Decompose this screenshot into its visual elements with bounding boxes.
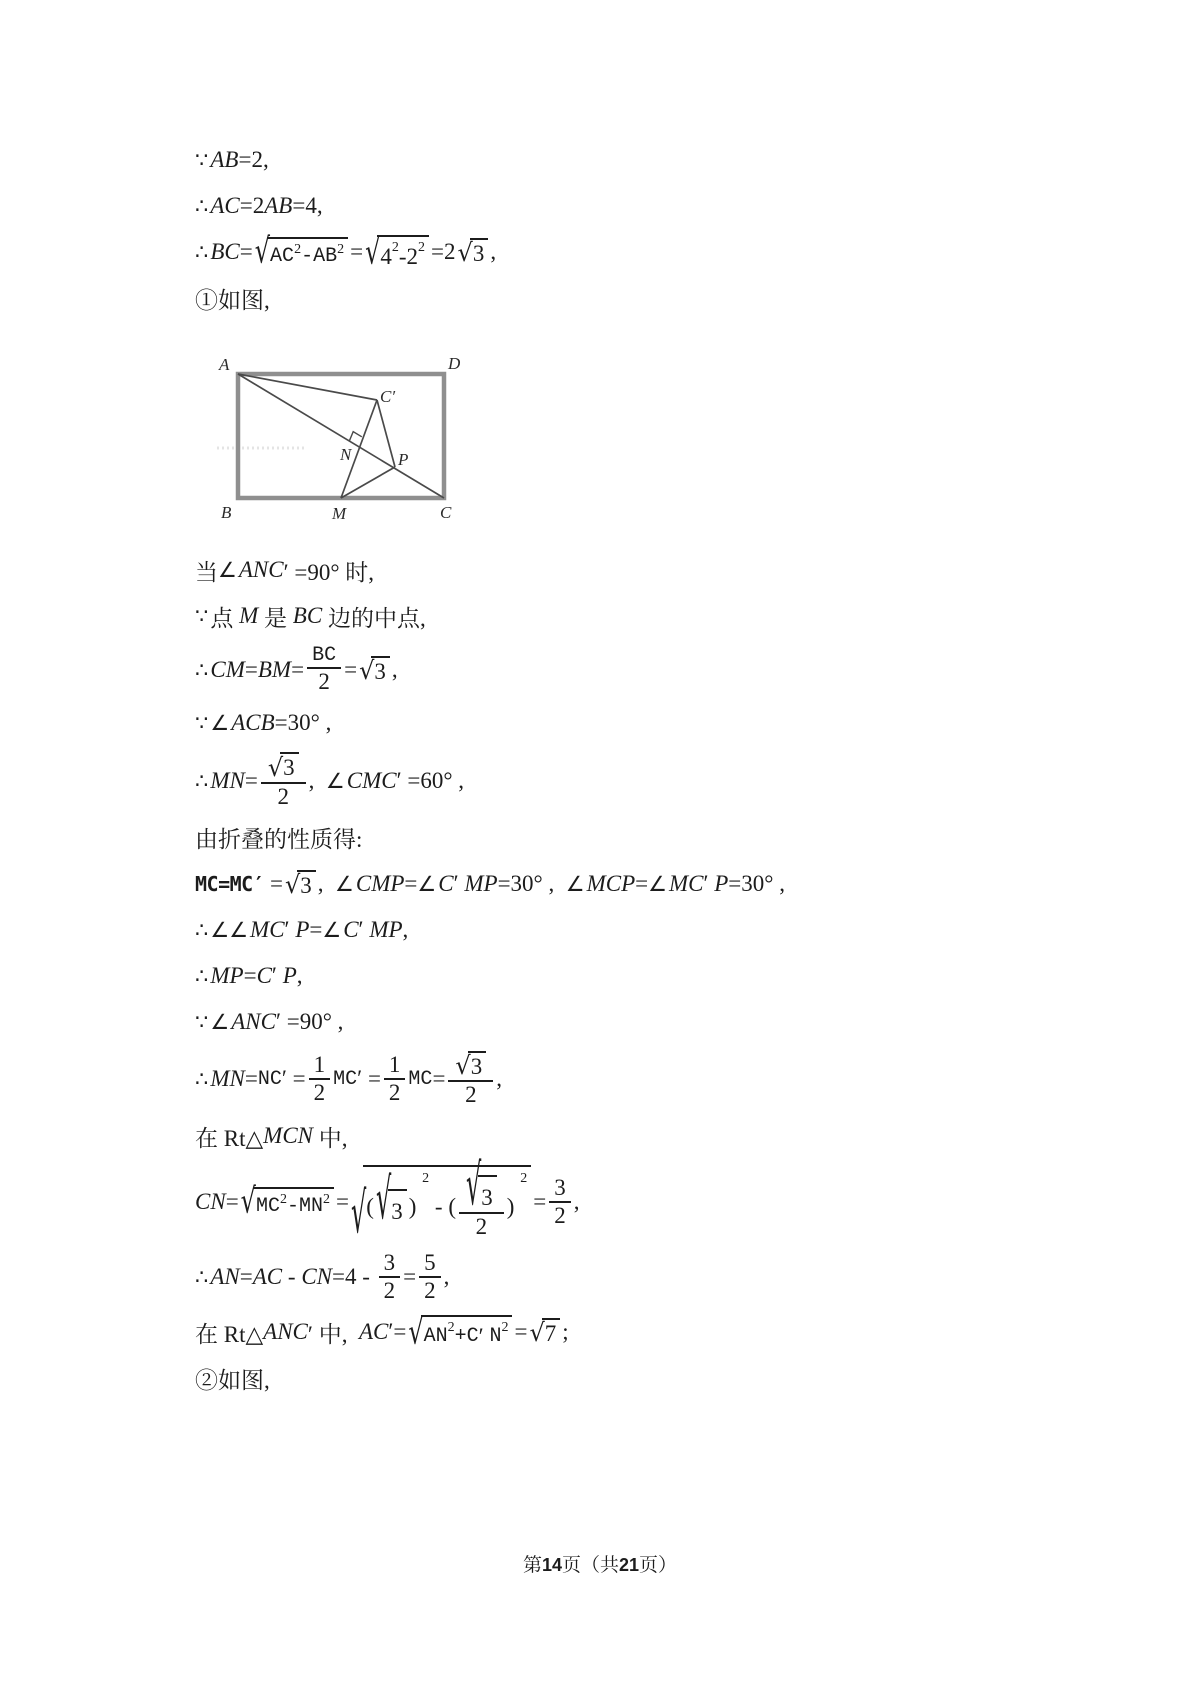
math-token: AC [252,1263,283,1289]
sqrt-expression [455,1051,486,1079]
radical-sign: √ [267,752,284,782]
fraction-denominator [278,784,290,809]
footer-total-pages: 21 [619,1555,640,1575]
math-token: -AB [301,244,338,268]
math-token: = [239,1263,253,1289]
math-token: ANC [231,1008,276,1034]
math-token: =30° , [497,870,566,896]
math-token: ∵ [195,1009,209,1034]
math-token: , [573,1189,580,1215]
math-token: 2 [313,1080,326,1106]
line-cn-computation [195,1151,1095,1246]
math-token: 1 [388,1051,401,1077]
math-token: 2 [424,1277,436,1303]
math-token: ′ 中, [307,1321,359,1347]
line-mn-and-angle-cmc [195,752,1095,808]
radical-sign: √ [529,1318,545,1348]
math-token: ∴ [195,1264,209,1289]
radical-sign: √ [240,1179,256,1221]
radical-sign: √ [466,1151,482,1218]
line-cm-bm-half-bc [195,645,1095,694]
math-token: ) [408,1194,423,1220]
math-token: ′ [703,870,715,896]
math-token: ′ = [357,1066,381,1092]
math-token: = [225,1189,239,1215]
math-token: 2 [501,1320,509,1336]
label-point-n: N [340,445,352,465]
math-token: =2, [238,147,269,172]
math-token: P [295,916,310,942]
math-token: MC [668,870,704,896]
math-token: ′ [358,916,370,942]
math-token: , [391,656,398,682]
math-token: MP [464,870,498,896]
math-token: ; [562,1319,569,1345]
math-token: AN [423,1324,448,1348]
math-token: = [514,1319,528,1345]
math-token: ①如图, [195,287,270,313]
line-by-folding-property [195,821,1095,855]
math-token: , [402,916,409,942]
sqrt-expression [240,1179,334,1221]
math-token: 3 [554,1174,566,1200]
math-token: MN [210,767,245,793]
radical-sign: √ [375,1165,392,1232]
fraction-numerator [379,1251,401,1278]
fraction-numerator [261,752,306,783]
math-token: ′ =60° , [396,767,465,793]
math-token: 2 [554,1203,566,1229]
math-token: , [296,962,303,988]
math-token: ∠∠ [210,917,249,942]
radical-sign: √ [455,1051,471,1081]
line-case2-as-figure [195,1361,1095,1395]
line-case1-as-figure [195,281,1095,315]
math-token: ′ [453,870,465,896]
line-in-rt-anc-ac-result [195,1311,1095,1353]
sqrt-expression [408,1311,512,1353]
radical-sign: √ [350,1180,367,1246]
label-vertex-b: B [221,503,232,523]
math-token: ∠ [335,871,354,896]
geometry-figure-block [195,327,1095,537]
radical-sign: √ [457,238,473,268]
fraction-numerator [459,1151,504,1218]
math-token: 边的中点, [322,605,426,631]
math-token: CN [301,1263,332,1289]
math-token: ′ [271,962,283,988]
math-token: =30° , [728,870,785,896]
math-token: 3 [283,755,295,781]
math-token: 在 Rt△ [195,1321,264,1347]
math-token: 2 [418,240,426,255]
math-token: - ( [429,1194,456,1220]
geometry-figure [195,327,500,537]
math-token: = [403,1263,417,1289]
sqrt-expression [466,1151,497,1218]
fraction-denominator [314,1080,326,1105]
math-token: 3 [300,872,312,898]
math-token: MC [333,1067,358,1091]
label-point-c-prime: C′ [380,387,396,407]
math-token: 5 [424,1249,436,1275]
math-token: 2 [391,240,399,255]
math-token: = [291,656,305,682]
math-token: MP [369,916,403,942]
math-token: 3 [383,1249,396,1275]
math-token: MCN [263,1123,314,1149]
math-token: 2 [294,241,302,257]
math-token: = [309,916,323,942]
fraction [261,752,306,808]
math-token: ACB [231,710,275,736]
line-mn-nc-half-mc [195,1051,1095,1107]
fraction-numerator [309,1053,331,1080]
math-token: =2 [431,239,456,265]
line-when-angle-anc-90 [195,553,1095,587]
math-token: 2 [465,1082,477,1108]
math-token: =30° , [274,710,332,736]
radical-sign: √ [359,656,375,686]
line-mp-equals-cp [195,959,1095,993]
math-token: MC [250,916,285,942]
math-token: +C [454,1324,479,1348]
math-token: N [489,1324,502,1348]
math-token: 2 [388,1080,401,1106]
math-token: 2 [447,1320,455,1336]
math-token: ′ =90° , [275,1008,344,1034]
fraction [384,1053,406,1105]
math-token: 2 [475,1213,488,1239]
math-token: CMC [346,767,397,793]
page-footer [0,1550,1200,1577]
math-token: 2 [383,1277,396,1303]
math-token: MC=MC′ [195,871,265,896]
footer-middle: 页（共 [561,1555,619,1576]
math-token: , [496,1066,502,1092]
math-token: MC [408,1067,433,1091]
math-token: ∠ [322,917,342,942]
fraction-numerator [307,645,341,669]
math-token: BC [312,644,337,668]
math-token: C [343,916,359,942]
math-token: ′= [388,1319,407,1345]
label-vertex-d: D [448,354,461,374]
math-token: ′ [478,1324,490,1350]
solution-content [195,143,1095,1407]
math-token: , [490,239,497,265]
label-vertex-a: A [219,355,230,375]
math-token: AB [210,147,239,172]
math-token: ②如图, [195,1367,270,1393]
line-fold-equalities [195,867,1095,901]
math-token: = [344,656,358,682]
math-token: - [282,1263,302,1289]
segment-cprime-p [377,400,395,467]
radicand [253,1187,334,1218]
math-token: 1 [313,1051,326,1077]
math-token: ′ = [281,1066,306,1092]
math-token: ∵ [195,148,209,172]
label-vertex-c: C [440,503,452,523]
fraction-numerator [384,1053,406,1080]
math-token: C [438,870,454,896]
label-point-p: P [398,450,409,470]
radicand [363,1151,531,1239]
math-token: = [533,1189,547,1215]
math-token: 7 [544,1321,557,1347]
math-token: NC [257,1067,282,1091]
math-token: AC [210,193,240,218]
math-token: BM [257,656,292,682]
footer-page-number: 14 [541,1555,562,1575]
math-token: MC [255,1194,280,1218]
math-token: C [256,962,272,988]
math-token: ANC [263,1319,308,1345]
math-token: ∠ [565,871,585,896]
math-token: 2 [279,1191,287,1207]
math-token: , [443,1263,450,1289]
math-token: = [239,239,253,265]
math-token: M [239,603,259,629]
fraction [549,1176,571,1228]
math-token: CMP [355,870,405,896]
math-token: = [244,656,258,682]
fraction-numerator [448,1051,493,1082]
sqrt-expression [458,238,489,266]
math-token: 3 [374,658,386,684]
math-token: ′ =90° 时, [283,559,375,585]
fraction [307,645,341,694]
line-bc-pythagoras [195,230,1095,273]
math-token: P [282,962,297,988]
math-token: 2 [277,783,289,809]
line-in-rt-mcn [195,1119,1095,1153]
radicand [377,235,429,269]
math-token: 是 [258,605,293,631]
math-token: ∠ [210,1009,230,1034]
line-angle-anc-90 [195,1005,1095,1039]
fraction [379,1251,401,1303]
radicand [267,237,348,268]
math-token: = [336,1189,349,1215]
math-token: = [243,962,257,988]
math-token: ′ [284,916,296,942]
math-token: ) [506,1194,521,1220]
math-token: 2 [323,1191,330,1207]
radical-sign: √ [254,230,271,271]
sqrt-expression [268,752,299,780]
label-point-m: M [332,504,347,524]
math-token: = [635,870,649,896]
math-token: 中, [313,1125,348,1151]
math-token: ∵ [195,604,209,629]
sqrt-expression [365,231,429,273]
math-token: AC [270,244,295,268]
math-token: ∴ [195,1067,209,1092]
radical-sign: √ [284,870,301,900]
math-token: 4 [380,244,392,269]
segment-m-p [341,467,395,498]
math-token: CM [210,656,245,682]
math-token: ∴ [195,194,209,218]
math-token: ( [366,1194,374,1220]
math-token: 3 [472,241,485,266]
math-token: P [714,870,729,896]
radical-sign: √ [365,231,381,273]
math-token: -MN [286,1194,323,1218]
math-token: 2 [337,241,345,257]
math-token: =4 - [332,1263,376,1289]
sqrt-expression [350,1151,531,1246]
fraction-denominator [318,669,330,694]
math-token: ∵ [195,711,209,736]
fraction [448,1051,493,1107]
footer-prefix: 第 [522,1555,542,1576]
lines-top [195,143,1095,315]
math-token: AC [358,1319,389,1345]
math-token: ∠ [417,871,437,896]
math-token: , [308,767,326,793]
math-token: 3 [470,1053,483,1079]
fraction-denominator [424,1278,436,1303]
math-token: = [404,870,418,896]
line-m-is-midpoint [195,599,1095,633]
math-token: 2 [318,669,330,695]
math-token: ∠ [210,711,230,736]
line-angle-acb-30 [195,706,1095,740]
math-token: MP [210,962,244,988]
math-token: 3 [391,1199,403,1225]
fraction-denominator [389,1080,401,1105]
radical-sign: √ [408,1311,424,1353]
math-token: 点 [210,605,240,631]
line-angle-equality [195,913,1095,947]
math-token: ∴ [195,657,209,682]
math-token: ∠ [325,768,345,793]
sqrt-expression [254,230,348,271]
math-token: ∴ [195,917,209,942]
math-token: MCP [586,870,636,896]
line-an-computation [195,1251,1095,1303]
math-token: 由折叠的性质得: [195,827,363,853]
math-token: 当 [195,559,218,585]
sqrt-expression [529,1318,560,1346]
sqrt-expression [285,870,316,898]
math-token: ∴ [195,240,209,265]
math-token: MN [210,1066,245,1092]
math-token: =2 [239,193,265,218]
math-token: CN [195,1189,226,1215]
math-token: = [244,767,258,793]
math-token: , [317,870,336,896]
math-token: ∠ [648,871,667,896]
sqrt-expression [359,656,390,684]
math-token: ANC [238,557,284,583]
math-token: -2 [398,244,419,269]
math-token: = [432,1066,446,1092]
math-token: =4, [292,193,323,218]
math-token: ∠ [218,558,237,583]
math-token: 2 [422,1171,430,1187]
fraction-numerator [549,1176,571,1203]
line-ac-equals-2ab [195,189,1095,223]
math-token: 在 Rt△ [195,1125,264,1151]
math-token: 3 [481,1185,493,1211]
math-token: ∴ [195,963,209,988]
math-token: BC [210,239,240,265]
math-token: AN [210,1263,240,1289]
fraction-denominator [554,1203,566,1228]
radicand [421,1315,513,1349]
line-given-ab [195,143,1095,177]
fraction-denominator [465,1082,477,1107]
sqrt-expression [375,1165,407,1232]
fraction [309,1053,331,1105]
math-token: BC [292,603,323,629]
math-token: ∴ [195,768,209,793]
math-token: AB [264,193,293,218]
math-token: = [264,870,283,896]
footer-suffix: 页） [639,1555,678,1576]
fraction [459,1151,504,1239]
fraction-numerator [419,1251,441,1278]
math-token: 2 [520,1171,528,1187]
fraction-denominator [384,1278,396,1303]
right-angle-mark [349,432,361,441]
math-token: = [244,1066,258,1092]
lines-mid [195,553,1095,1395]
fraction [419,1251,441,1303]
math-token: = [350,239,364,265]
